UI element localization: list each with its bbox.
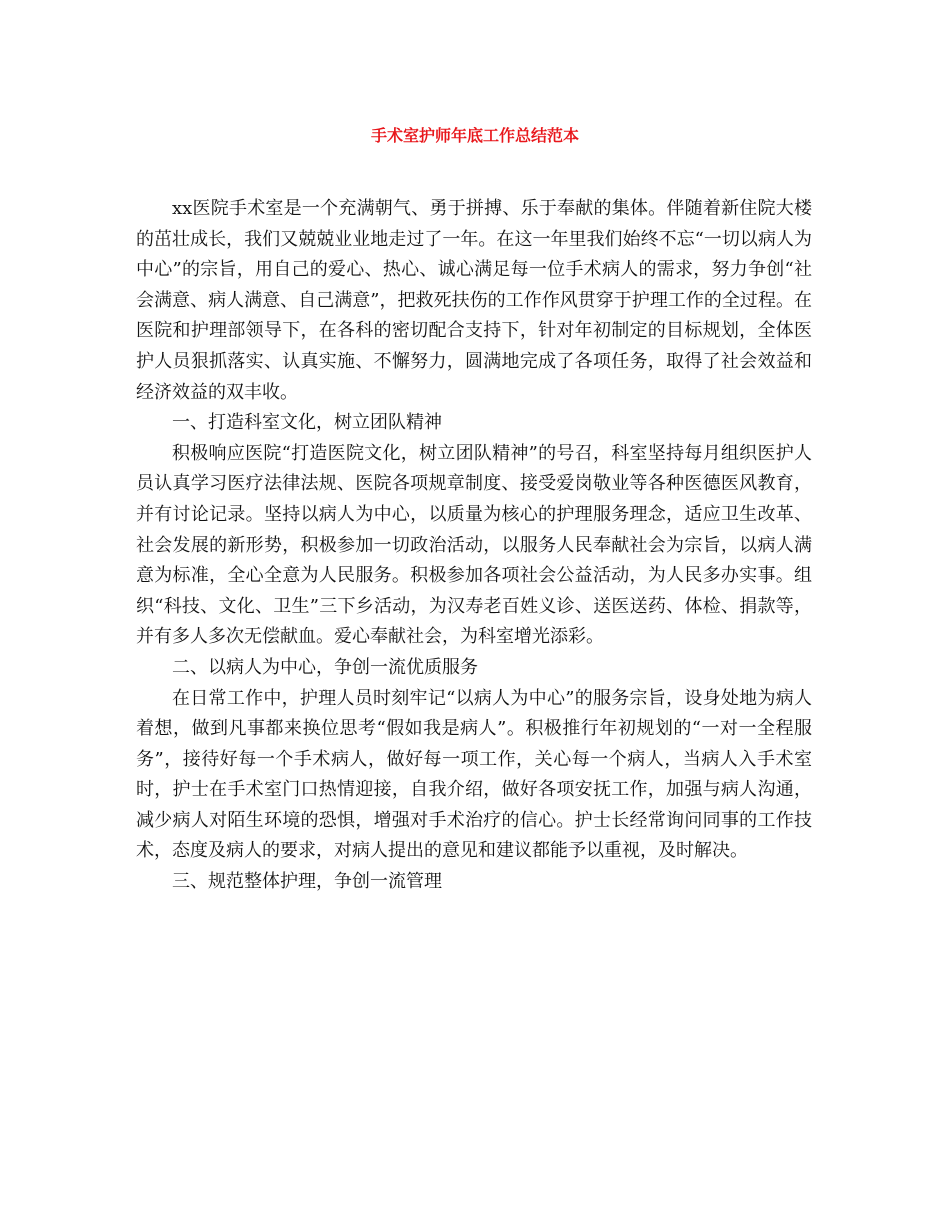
document-body [136,194,812,898]
section-heading-3: 三、规范整体护理，争创一流管理 [172,871,442,893]
section-paragraph-1: 积极响应医院“打造医院文化，树立团队精神”的号召，科室坚持每月组织医护人员认真学习医疗法律法规、医院各项规章制度、接受爱岗敬业等各种医德医风教育，并有讨论记录。坚持以病人为中心，以质量为核心的护理服务理念，适应卫生改革、社会发展的新形势，积极参加一切政治活动，以服务人民奉献社会为宗旨，以病人满意为标准，全心全意为人民服务。积极参加各项社会公益活动，为人民多办实事。组织“科技、文化、卫生”三下乡活动，为汉寿老百姓义诊、送医送药、体检、捐款等，并有多人多次无偿献血。爱心奉献社会，为科室增光添彩。 [136,442,812,648]
document-title: 手术室护师年底工作总结范本 [370,126,579,145]
section-heading-2: 二、以病人为中心，争创一流优质服务 [172,656,478,678]
section-heading-1: 一、打造科室文化，树立团队精神 [172,412,442,434]
section-paragraph-2: 在日常工作中，护理人员时刻牢记“以病人为中心”的服务宗旨，设身处地为病人着想，做到凡事都来换位思考“假如我是病人”。积极推行年初规划的“一对一全程服务”，接待好每一个手术病人，做好每一项工作，关心每一个病人，当病人入手术室时，护士在手术室门口热情迎接，自我介绍，做好各项安抚工作，加强与病人沟通，减少病人对陌生环境的恐惧，增强对手术治疗的信心。护士长经常询问同事的工作技术，态度及病人的要求，对病人提出的意见和建议都能予以重视，及时解决。 [136,687,812,862]
intro-paragraph: xx医院手术室是一个充满朝气、勇于拼搏、乐于奉献的集体。伴随着新住院大楼的茁壮成长，我们又兢兢业业地走过了一年。在这一年里我们始终不忘“一切以病人为中心”的宗旨，用自己的爱心、热心、诚心满足每一位手术病人的需求，努力争创“社会满意、病人满意、自己满意”，把救死扶伤的工作作风贯穿于护理工作的全过程。在医院和护理部领导下，在各科的密切配合支持下，针对年初制定的目标规划，全体医护人员狠抓落实、认真实施、不懈努力，圆满地完成了各项任务，取得了社会效益和经济效益的双丰收。 [136,198,812,403]
